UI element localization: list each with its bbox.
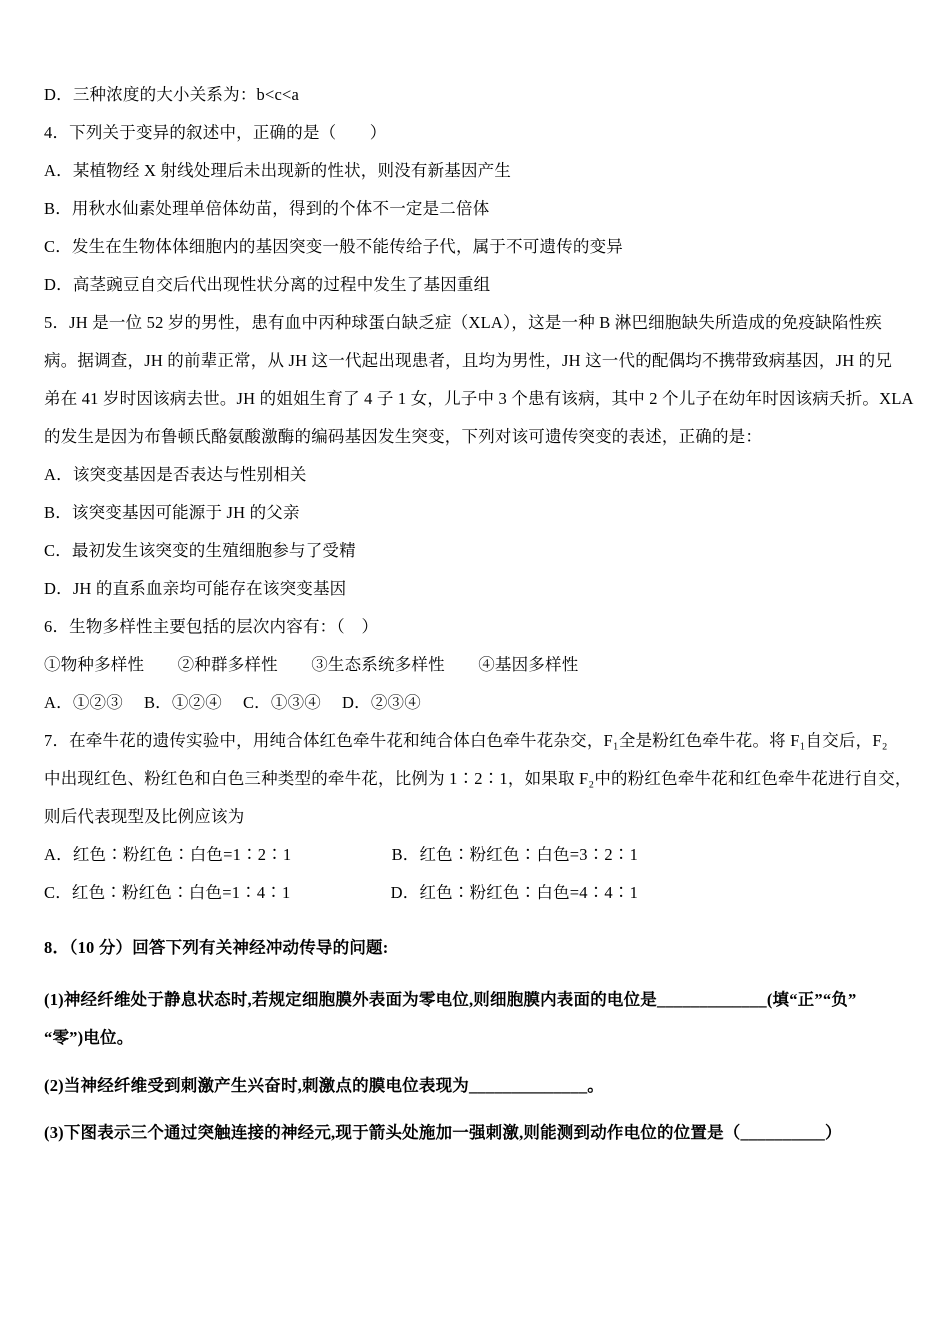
text-line: D．高茎豌豆自交后代出现性状分离的过程中发生了基因重组 (44, 275, 491, 294)
text-line: A．该突变基因是否表达与性别相关 (44, 465, 307, 484)
text-line: A．某植物经 X 射线处理后未出现新的性状，则没有新基因产生 (44, 161, 512, 180)
text-line: C．最初发生该突变的生殖细胞参与了受精 (44, 541, 356, 560)
text-line: B．用秋水仙素处理单倍体幼苗，得到的个体不一定是二倍体 (44, 199, 490, 218)
text-line: 中出现红色、粉红色和白色三种类型的牵牛花，比例为 1∶2∶1，如果取 F₂中的粉红色牵牛花和红色牵牛花进行自交， (44, 769, 912, 788)
text-line: 6．生物多样性主要包括的层次内容有：（ ） (44, 617, 379, 636)
question-8-part-3 (44, 1114, 905, 1152)
text-line: 5．JH 是一位 52 岁的男性，患有血中丙种球蛋白缺乏症（XLA），这是一种 B 淋巴细胞缺失所造成的免疫缺陷性疾 (44, 313, 882, 332)
text-line: 病。据调查，JH 的前辈正常，从 JH 这一代起出现患者，且均为男性，JH 这一代的配偶均不携带致病基因，JH 的兄 (44, 351, 893, 370)
text-line: 7．在牵牛花的遗传实验中，用纯合体红色牵牛花和纯合体白色牵牛花杂交，F₁全是粉红色牵牛花。将 F₁自交后，F₂ (44, 731, 888, 750)
text-line: (2)当神经纤维受到刺激产生兴奋时,刺激点的膜电位表现为______________。 (44, 1076, 604, 1095)
question-8-part-1 (44, 981, 905, 1057)
text-line: 的发生是因为布鲁顿氏酪氨酸激酶的编码基因发生突变，下列对该可遗传突变的表述，正确的是： (44, 427, 763, 446)
text-line: (3)下图表示三个通过突触连接的神经元,现于箭头处施加一强刺激,则能测到动作电位的位置是（__________） (44, 1123, 842, 1142)
question-7 (44, 722, 912, 912)
text-line: C．发生在生物体体细胞内的基因突变一般不能传给子代，属于不可遗传的变异 (44, 237, 624, 256)
text-line: B．该突变基因可能源于 JH 的父亲 (44, 503, 300, 522)
text-line: (1)神经纤维处于静息状态时,若规定细胞膜外表面为零电位,则细胞膜内表面的电位是_____________(填“正”“负” (44, 990, 857, 1009)
text-line: A．红色∶粉红色∶白色=1∶2∶1 B．红色∶粉红色∶白色=3∶2∶1 (44, 845, 639, 864)
question-5 (44, 304, 914, 608)
question-3-option-d (44, 76, 905, 114)
text-line: D．JH 的直系血亲均可能存在该突变基因 (44, 579, 347, 598)
text-line: “零”)电位。 (44, 1028, 134, 1047)
text-line: 4．下列关于变异的叙述中，正确的是（ ） (44, 123, 387, 142)
text-line: C．红色∶粉红色∶白色=1∶4∶1 D．红色∶粉红色∶白色=4∶4∶1 (44, 883, 639, 902)
text-line: 则后代表现型及比例应该为 (44, 807, 245, 826)
question-4 (44, 114, 905, 304)
question-8-header (44, 929, 905, 967)
text-line: ①物种多样性 ②种群多样性 ③生态系统多样性 ④基因多样性 (44, 655, 579, 674)
text-line: A．①②③ B．①②④ C．①③④ D．②③④ (44, 693, 421, 712)
text-line: 8．（10 分）回答下列有关神经冲动传导的问题: (44, 938, 389, 957)
question-8-part-2 (44, 1067, 905, 1105)
document-body (44, 76, 914, 1152)
question-6 (44, 608, 905, 722)
text-line: D．三种浓度的大小关系为：b<c<a (44, 85, 300, 104)
text-line: 弟在 41 岁时因该病去世。JH 的姐姐生育了 4 子 1 女，儿子中 3 个患有该病，其中 2 个儿子在幼年时因该病夭折。XLA (44, 389, 914, 408)
